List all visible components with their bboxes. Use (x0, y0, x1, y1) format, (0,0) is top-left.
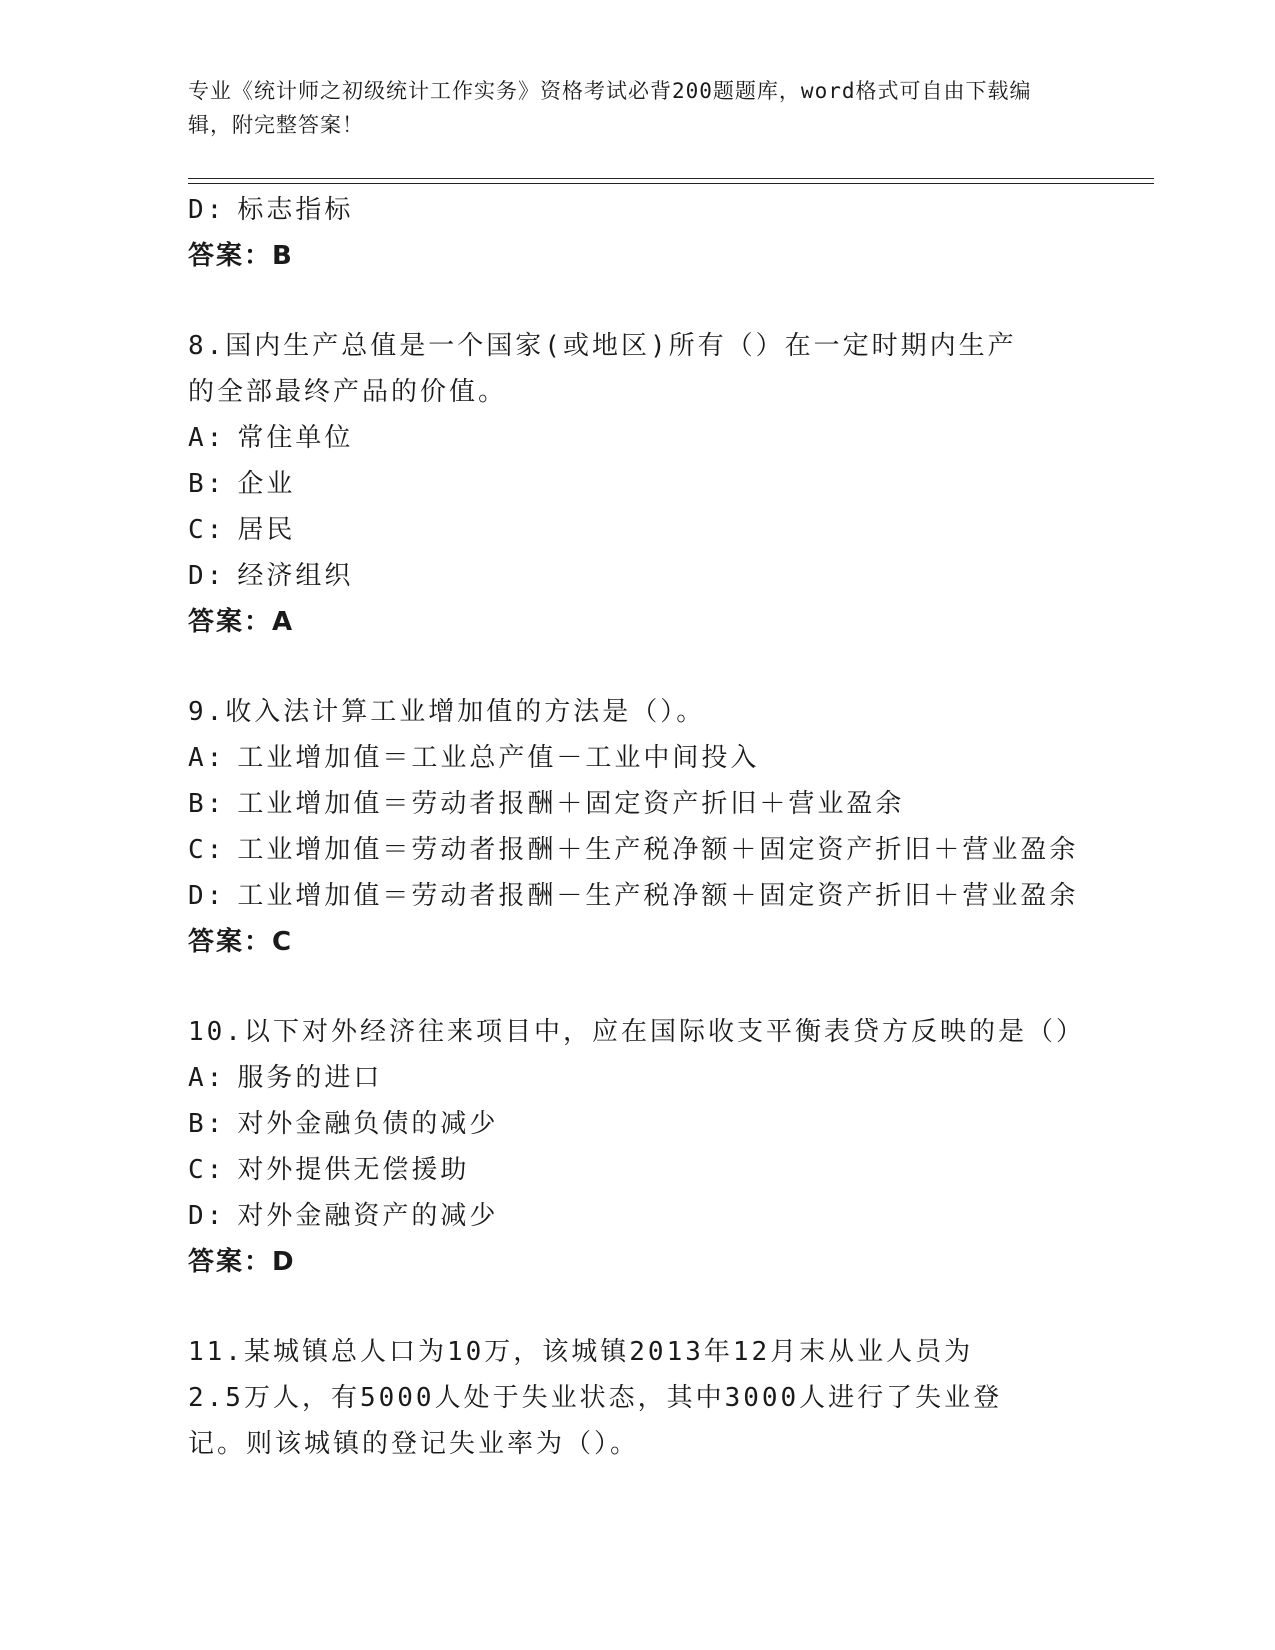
option-text: 工业增加值＝工业总产值－工业中间投入 (237, 743, 760, 773)
spacer (188, 1285, 1088, 1329)
option-letter: C: (188, 835, 226, 865)
question-stem: 8.国内生产总值是一个国家(或地区)所有（）在一定时期内生产的全部最终产品的价值。 (188, 331, 1017, 407)
option-letter: B: (188, 469, 226, 499)
header-rule-top (188, 178, 1154, 179)
option-d (188, 873, 1088, 919)
option-c (188, 507, 1088, 553)
option-c (188, 827, 1088, 873)
option-text: 经济组织 (237, 561, 354, 591)
question-content (188, 187, 1088, 1467)
answer-line: 答案：D (188, 1247, 296, 1277)
option-letter: A: (188, 423, 226, 453)
option-text: 工业增加值＝劳动者报酬＋固定资产折旧＋营业盈余 (237, 789, 905, 819)
option-text: 工业增加值＝劳动者报酬－生产税净额＋固定资产折旧＋营业盈余 (237, 881, 1079, 911)
option-b (188, 461, 1088, 507)
answer-line: 答案：A (188, 607, 295, 637)
option-letter: D: (188, 195, 226, 225)
option-letter: B: (188, 789, 226, 819)
option-letter: D: (188, 881, 226, 911)
header-rule-bottom (188, 183, 1154, 184)
option-letter: D: (188, 1201, 226, 1231)
option-text: 对外金融负债的减少 (237, 1109, 499, 1139)
option-text: 服务的进口 (237, 1063, 383, 1093)
option-b (188, 781, 1088, 827)
question-stem: 9.收入法计算工业增加值的方法是（）。 (188, 697, 706, 727)
option-text: 对外金融资产的减少 (237, 1201, 499, 1231)
option-d (188, 1193, 1088, 1239)
option-text: 标志指标 (237, 195, 354, 225)
option-text: 常住单位 (237, 423, 354, 453)
answer-line: 答案：B (188, 241, 294, 271)
option-text: 对外提供无偿援助 (237, 1155, 470, 1185)
answer-line: 答案：C (188, 927, 294, 957)
option-letter: C: (188, 515, 226, 545)
option-text: 居民 (237, 515, 296, 545)
option-letter: C: (188, 1155, 226, 1185)
question-stem: 10.以下对外经济往来项目中，应在国际收支平衡表贷方反映的是（） (188, 1017, 1085, 1047)
option-letter: B: (188, 1109, 226, 1139)
option-a (188, 415, 1088, 461)
option-c (188, 1147, 1088, 1193)
spacer (188, 645, 1088, 689)
spacer (188, 965, 1088, 1009)
option-a (188, 1055, 1088, 1101)
option-text: 企业 (237, 469, 296, 499)
option-letter: D: (188, 561, 226, 591)
spacer (188, 279, 1088, 323)
document-header: 专业《统计师之初级统计工作实务》资格考试必背200题题库，word格式可自由下载编辑，附完整答案！ (188, 79, 1032, 137)
option-letter: A: (188, 743, 226, 773)
option-text: 工业增加值＝劳动者报酬＋生产税净额＋固定资产折旧＋营业盈余 (237, 835, 1079, 865)
option-letter: A: (188, 1063, 226, 1093)
option-a (188, 735, 1088, 781)
option-d (188, 187, 1088, 233)
question-stem: 11.某城镇总人口为10万，该城镇2013年12月末从业人员为2.5万人，有5000人处于失业状态，其中3000人进行了失业登记。则该城镇的登记失业率为（）。 (188, 1337, 1003, 1459)
option-b (188, 1101, 1088, 1147)
option-d (188, 553, 1088, 599)
